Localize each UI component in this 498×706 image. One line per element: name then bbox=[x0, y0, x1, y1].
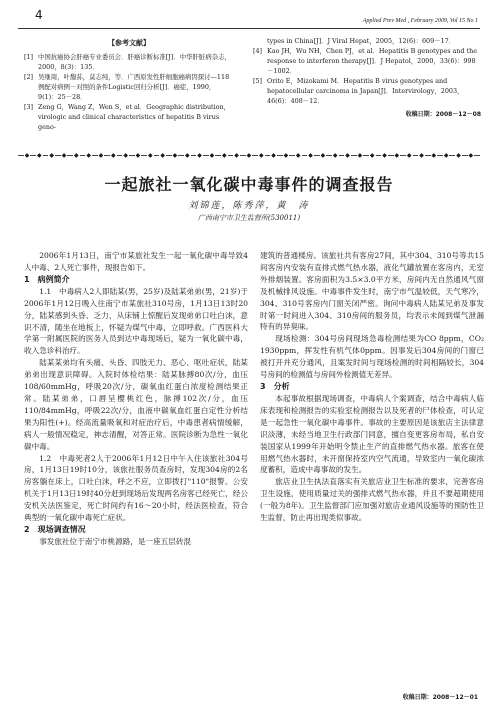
references-left-list bbox=[24, 52, 234, 132]
divider-diamond-icon: ◆ bbox=[394, 152, 400, 158]
divider-diamond-icon: ◆ bbox=[86, 152, 91, 158]
article-authors: 刘锦莲，陈秀萍，黄 涛 bbox=[188, 201, 310, 211]
section-divider bbox=[18, 152, 480, 158]
divider-diamond-icon: ◆ bbox=[456, 152, 461, 158]
divider-dash bbox=[289, 155, 295, 156]
references-right-column bbox=[253, 36, 481, 120]
divider-diamond-icon: ◆ bbox=[197, 152, 202, 158]
article-affiliation: 广西南宁市卫生监督所(530011) bbox=[197, 214, 301, 222]
reference-item bbox=[253, 46, 481, 76]
divider-dash bbox=[351, 155, 357, 156]
references-right-list bbox=[253, 36, 481, 106]
divider-dash bbox=[376, 155, 382, 156]
divider-diamond-icon: ◆ bbox=[135, 152, 141, 158]
divider-dash bbox=[191, 155, 197, 156]
divider-dash bbox=[92, 155, 98, 156]
divider-diamond-icon: ◆ bbox=[283, 152, 289, 158]
header-rule bbox=[18, 28, 480, 29]
reference-item bbox=[24, 52, 234, 72]
references-title: 【参考文献】 bbox=[108, 39, 150, 47]
divider-dash bbox=[462, 155, 468, 156]
divider-diamond-icon: ◆ bbox=[98, 152, 104, 158]
divider-dash bbox=[67, 155, 73, 156]
reference-text: 中国抗癌协会肝癌专业委员会．肝癌诊断标准[J]．中华肝脏病杂志，2000，8(3)：135． bbox=[38, 53, 231, 71]
divider-dash bbox=[277, 155, 283, 156]
divider-diamond-icon: ◆ bbox=[123, 152, 128, 158]
body-paragraph: 本起事故根据现场调查，中毒病人个案调查，结合中毒病人临床表现和检测报告的实验室检测报告以及死者的尸体检查，可认定是一起急性一氧化碳中毒事件。事故的主要原因是该旅店主法律意识淡薄，未经当地卫生行政部门同意，擅自变更客房布局，私自安装国家从1999年开始明令禁止生产的直排燃气热水器。旅客在使用燃气热水器时，未开窗保持室内空气流通，导致室内一氧化碳浓度蓄积，造成中毒事故的发生。 bbox=[260, 393, 484, 475]
divider-diamond-icon: ◆ bbox=[443, 152, 449, 158]
divider-dash bbox=[252, 155, 258, 156]
body-paragraph: 建筑的普通楼房。该旅社共有客房27间，其中304、310号等共15间客房内安装有直排式燃气热水器，液化气罐放置在客房内，无室外排烟装置。客房面积为3.5×3.0平方米，房间内无自然通风气窗及机械排风设施。中毒事件发生时，南宁市气温较低，天气寒冷，304、310号客房内门窗关闭严密。询问中毒病人陆某兄弟及事发时第一时间进入304、310房间的服务员，均表示未闻到煤气泄漏特有的异臭味。 bbox=[260, 251, 484, 332]
body-paragraph: 陆某某弟均有头痛、头昏、四肢无力、恶心、呕吐症状，陆某弟弟出现意识障碍。入院时体检结果：陆某脉搏80次/分，血压108/60mmHg，呼吸20次/分，碳氧血红蛋白浓度检测结果正常。陆某弟弟，口唇呈樱桃红色，脉搏102次/分，血压110/84mmHg，呼吸22次/分，血液中碳氧血红蛋白定性分析结果为阳性(+)。经高流量吸氧和对症治疗后，中毒患者病情缓解，病人一般情况稳定，神志清醒，对答正常。医院诊断为急性一氧化碳中毒。 bbox=[24, 358, 248, 451]
reference-number: [1] bbox=[24, 53, 34, 61]
reference-item bbox=[24, 102, 234, 132]
references-left-column bbox=[24, 38, 234, 132]
divider-diamond-icon: ◆ bbox=[221, 152, 227, 158]
divider-diamond-icon: ◆ bbox=[468, 152, 474, 158]
divider-dash bbox=[18, 155, 24, 156]
section-heading: 3 分析 bbox=[260, 381, 290, 391]
reference-text: Zeng G，Wang Z，Wen S，et al．Geographic distribution，virologic and clinical characteristics of hepatitis B virus geno- bbox=[38, 103, 231, 131]
reference-text: 吴继周，叶馥荪，莫志纯，等．广西原发性肝细胞癌病因探讨—118例配对病例－对照的条件Logistic回归分析[J]．癌症，1990，9(1)：25－28． bbox=[38, 73, 230, 101]
body-paragraph: 1.2 中毒死者2人于2006年1月12日中午入住该旅社304号房，1月13日19时10分，该旅社服务员查房时，发现304房的2名房客躺在床上，口吐白沫，呼之不应，立即拨打"110"报警。公安机关于1月13日19时40分赶到现场后发现两名房客已经死亡，经公安机关法医鉴定，死亡时间约有16～20小时，经法医检查，符合典型的一氧化碳中毒死亡症状。 bbox=[24, 453, 248, 523]
divider-dash bbox=[388, 155, 394, 156]
body-paragraph: 1.1 中毒病人2人即陆某(男，25岁)及陆某弟弟(男，21岁)于2006年1月12日晚入住南宁市某旅社310号房，1月13日13时20分，陆某感到头昏、乏力，从床铺上惊醒后发现弟弟口吐白沫，意识不清，随坐在地板上，怀疑为煤气中毒，立即呼救。广西医科大学第一附属医院的医务人员到达中毒现场后，疑为一氧化碳中毒，收入急诊科治疗。 bbox=[24, 286, 248, 356]
divider-dash bbox=[326, 155, 332, 156]
divider-dash bbox=[129, 155, 135, 156]
section-heading: 1 病例简介 bbox=[24, 274, 70, 284]
divider-diamond-icon: ◆ bbox=[295, 152, 301, 158]
reference-number: [4] bbox=[253, 47, 263, 55]
divider-dash bbox=[413, 155, 419, 156]
divider-diamond-icon: ◆ bbox=[332, 152, 338, 158]
reference-number: [3] bbox=[24, 103, 34, 111]
divider-dash bbox=[43, 155, 49, 156]
divider-dash bbox=[228, 155, 234, 156]
divider-dash bbox=[104, 155, 110, 156]
divider-dash bbox=[154, 155, 160, 156]
divider-diamond-icon: ◆ bbox=[246, 152, 252, 158]
article-received-date: 收稿日期：2008－12－01 bbox=[402, 694, 478, 701]
divider-diamond-icon: ◆ bbox=[271, 152, 276, 158]
divider-dash bbox=[80, 155, 86, 156]
body-paragraph: 2006年1月13日，南宁市某旅社发生一起一氧化碳中毒导致4人中毒、2人死亡事件，现报告如下。 bbox=[24, 251, 248, 272]
body-paragraph: 现场检测：304号房间现场急毒检测结果为CO 8ppm，CO₂ 1930ppm，挥发性有机气体0ppm。因事发后304房间的门窗已被打开并充分通风，且案发时间与现场检测的时间相隔较长，304号房间的检测值与房间外检测值无差异。 bbox=[260, 334, 484, 380]
divider-diamond-icon: ◆ bbox=[184, 152, 190, 158]
divider-dash bbox=[339, 155, 345, 156]
references-received-date: 收稿日期：2008－12－08 bbox=[405, 111, 481, 118]
divider-diamond-icon: ◆ bbox=[369, 152, 375, 158]
divider-dash bbox=[437, 155, 443, 156]
section-heading: 2 现场调查情况 bbox=[24, 524, 86, 534]
divider-dash bbox=[117, 155, 123, 156]
divider-diamond-icon: ◆ bbox=[24, 152, 30, 158]
divider-diamond-icon: ◆ bbox=[308, 152, 313, 158]
divider-diamond-icon: ◆ bbox=[406, 152, 412, 158]
divider-dash bbox=[203, 155, 209, 156]
divider-dash bbox=[215, 155, 221, 156]
divider-dash bbox=[363, 155, 369, 156]
reference-number: [5] bbox=[253, 77, 263, 85]
divider-dash bbox=[166, 155, 172, 156]
divider-diamond-icon: ◆ bbox=[382, 152, 387, 158]
reference-text: Kao JH，Wu NH，Chen PJ，et al．Hepatitis B genotypes and the response to interferon therapy[J]．J Hepatol，2000，33(6)：998－1002． bbox=[267, 47, 478, 75]
divider-dash bbox=[30, 155, 36, 156]
divider-diamond-icon: ◆ bbox=[234, 152, 239, 158]
reference-item bbox=[253, 76, 481, 106]
divider-diamond-icon: ◆ bbox=[147, 152, 153, 158]
divider-diamond-icon: ◆ bbox=[172, 152, 178, 158]
journal-header: Applied Prev Med , February 2009, Vol 15 No 1 bbox=[362, 18, 478, 24]
divider-dash bbox=[265, 155, 271, 156]
article-right-column bbox=[260, 250, 484, 524]
divider-diamond-icon: ◆ bbox=[345, 152, 350, 158]
divider-dash bbox=[55, 155, 61, 156]
article-left-column bbox=[24, 250, 248, 548]
divider-dash bbox=[302, 155, 308, 156]
divider-dash bbox=[240, 155, 246, 156]
divider-dash bbox=[474, 155, 480, 156]
reference-number: [2] bbox=[24, 73, 34, 81]
divider-dash bbox=[400, 155, 406, 156]
divider-diamond-icon: ◆ bbox=[61, 152, 67, 158]
divider-diamond-icon: ◆ bbox=[357, 152, 363, 158]
divider-diamond-icon: ◆ bbox=[74, 152, 79, 158]
divider-dash bbox=[178, 155, 184, 156]
article-title: 一起旅社一氧化碳中毒事件的调查报告 bbox=[104, 175, 394, 194]
page-number: 4 bbox=[35, 8, 43, 22]
reference-text: Orito E，Mizokami M．Hepatitis B virus genotypes and hepatocellular carcinoma in Japan[J]．Intervirology，2003，46(6)：408－12． bbox=[267, 77, 464, 105]
divider-dash bbox=[314, 155, 320, 156]
divider-diamond-icon: ◆ bbox=[320, 152, 326, 158]
divider-diamond-icon: ◆ bbox=[209, 152, 215, 158]
reference-text: types in China[J]．J Viral Hepat，2005，12(6)：609－17． bbox=[267, 37, 456, 45]
divider-dash bbox=[449, 155, 455, 156]
reference-number bbox=[253, 36, 267, 46]
body-paragraph: 事发旅社位于南宁市桃源路，是一座五层砖混 bbox=[39, 536, 192, 546]
divider-diamond-icon: ◆ bbox=[258, 152, 264, 158]
reference-item bbox=[253, 36, 481, 46]
body-paragraph: 旅店业卫生执法直落实有关旅店业卫生标准的要求，完善客房卫生设施，使用质量过关的强排式燃气热水器，并且不要超期使用(一般为8年)。卫生监督部门应加强对旅店业通风设施等的预防性卫生监督，防止再出现类似事故。 bbox=[260, 477, 484, 523]
divider-dash bbox=[141, 155, 147, 156]
divider-diamond-icon: ◆ bbox=[419, 152, 424, 158]
reference-item bbox=[24, 72, 234, 102]
divider-dash bbox=[425, 155, 431, 156]
divider-diamond-icon: ◆ bbox=[431, 152, 437, 158]
divider-diamond-icon: ◆ bbox=[37, 152, 42, 158]
divider-diamond-icon: ◆ bbox=[111, 152, 116, 158]
divider-diamond-icon: ◆ bbox=[49, 152, 54, 158]
divider-diamond-icon: ◆ bbox=[160, 152, 165, 158]
